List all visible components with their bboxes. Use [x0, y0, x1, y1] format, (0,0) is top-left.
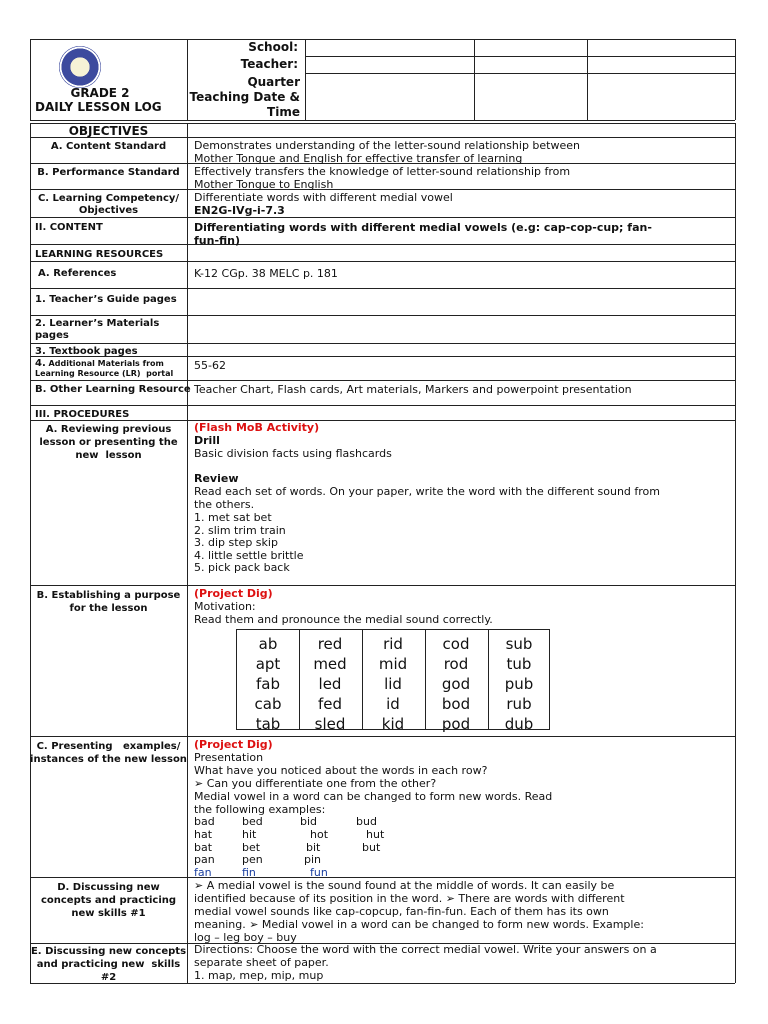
word-cell: fed	[317, 695, 343, 713]
teaching-date-label: Quarter Teaching Date & Time	[189, 75, 300, 119]
word-cell: bod	[441, 695, 471, 713]
grid-line	[474, 39, 475, 120]
review-text: Read each set of words. On your paper, write the word with the different sound from the others.	[194, 485, 660, 511]
grid-line	[735, 39, 736, 120]
references-label: A. References	[38, 268, 117, 279]
procedure-c-activity: (Project Dig)	[194, 738, 273, 751]
grid-line	[305, 56, 735, 57]
grid-line	[30, 288, 735, 289]
review-item: 4. little settle brittle	[194, 548, 304, 562]
school-label: School:	[248, 40, 298, 54]
word-cell: lid	[384, 675, 402, 693]
example-word: fin	[242, 866, 256, 880]
example-word: pen	[242, 853, 263, 867]
word-cell: fab	[256, 675, 280, 693]
grid-line	[187, 123, 188, 983]
review-item: 5. pick pack back	[194, 561, 290, 575]
example-word: bed	[242, 815, 263, 828]
grid-line	[30, 39, 31, 120]
word-column	[237, 634, 299, 734]
word-cell: cod	[442, 635, 470, 653]
grid-line	[587, 39, 588, 120]
word-column	[362, 634, 424, 734]
word-cell: led	[318, 675, 342, 693]
content-standard-label: A. Content Standard	[50, 141, 167, 152]
word-cell: med	[313, 655, 347, 673]
grid-line	[305, 73, 735, 74]
word-cell: tab	[255, 715, 281, 733]
word-cell: sub	[505, 635, 533, 653]
word-column	[488, 634, 550, 734]
word-cell: cab	[254, 695, 282, 713]
example-word: bet	[242, 840, 261, 854]
example-word: hit	[242, 827, 257, 841]
additional-materials-number: 4.	[35, 358, 46, 369]
example-word: hot	[310, 827, 329, 841]
grid-line	[30, 315, 735, 316]
deped-seal-icon	[59, 46, 101, 88]
procedure-c-label: C. Presenting examples/ instances of the new lesson	[30, 741, 187, 765]
procedure-a-activity: (Flash MoB Activity)	[194, 421, 320, 434]
example-word: pin	[304, 853, 322, 867]
teachers-guide-label: 1. Teacher’s Guide pages	[35, 294, 177, 305]
competency-label: C. Learning Competency/ Objectives	[37, 193, 180, 216]
example-word: bad	[194, 815, 215, 828]
performance-standard-label: B. Performance Standard	[37, 167, 180, 178]
resources-heading: LEARNING RESOURCES	[35, 249, 164, 260]
word-cell: pod	[441, 715, 471, 733]
procedure-b-activity: (Project Dig)	[194, 587, 273, 600]
grade-label: GRADE 2	[70, 86, 130, 100]
log-title: DAILY LESSON LOG	[35, 100, 162, 114]
competency-text: Differentiate words with different medial vowel	[194, 191, 453, 204]
example-word: bat	[194, 840, 213, 854]
word-column	[299, 634, 361, 734]
presentation-text: Presentation What have you noticed about the words in each row? ➢ Can you differentiate one from the other? Medial vowel in a word can be changed to form new words. Read the following examples:	[194, 751, 553, 816]
drill-title: Drill	[194, 434, 220, 447]
word-cell: rod	[443, 655, 469, 673]
content-label: II. CONTENT	[35, 222, 103, 233]
example-word: fun	[310, 866, 328, 880]
procedure-a-label: A. Reviewing previous lesson or presenting the new lesson	[39, 424, 178, 461]
example-word: fan	[194, 866, 212, 880]
word-cell: tub	[506, 655, 532, 673]
word-cell: pub	[504, 675, 534, 693]
word-column	[425, 634, 487, 734]
word-cell: ab	[258, 635, 278, 653]
word-cell: apt	[255, 655, 281, 673]
motivation-label: Motivation:	[194, 600, 256, 613]
grid-line	[30, 420, 735, 421]
textbook-label: 3. Textbook pages	[35, 346, 138, 357]
grid-line	[30, 343, 735, 344]
word-cell: rub	[506, 695, 532, 713]
drill-text: Basic division facts using flashcards	[194, 447, 392, 460]
procedures-heading: III. PROCEDURES	[35, 409, 130, 420]
word-cell: mid	[378, 655, 408, 673]
competency-code: EN2G-IVg-i-7.3	[194, 204, 285, 217]
review-item: 2. slim trim train	[194, 523, 286, 537]
example-word: pan	[194, 853, 215, 867]
additional-materials-text: Additional Materials from Learning Resource (LR) portal	[35, 359, 174, 378]
objectives-heading: OBJECTIVES	[68, 124, 149, 138]
word-cell: red	[317, 635, 343, 653]
content-standard-text: Demonstrates understanding of the letter-sound relationship between Mother Tongue and English for effective transfer of learning	[194, 139, 580, 165]
procedure-e-text: Directions: Choose the word with the correct medial vowel. Write your answers on a separate sheet of paper. 1. map, mep, mip, mup	[194, 943, 657, 982]
procedure-b-label: B. Establishing a purpose for the lesson	[36, 590, 181, 614]
grid-line	[30, 585, 735, 586]
example-word: bid	[300, 815, 318, 828]
references-text: K-12 CGp. 38 MELC p. 181	[194, 267, 338, 280]
word-cell: kid	[381, 715, 405, 733]
grid-line	[30, 380, 735, 381]
content-text: Differentiating words with different medial vowels (e.g: cap-cop-cup; fan- fun-fin)	[194, 221, 652, 247]
review-item: 1. met sat bet	[194, 511, 272, 524]
word-cell: sled	[314, 715, 346, 733]
procedure-d-text: ➢ A medial vowel is the sound found at the middle of words. It can easily be identified because of its position in the word. ➢ There are words with different medial vowel sounds like cap-copcup, fan-fin-fun. Each of them has its own meaning. ➢ Medial vowel in a word can be changed to form new words. Example: log – leg boy – buy	[194, 879, 644, 944]
example-word: hat	[194, 827, 213, 841]
grid-line	[30, 877, 735, 878]
teacher-label: Teacher:	[240, 57, 298, 71]
review-item: 3. dip step skip	[194, 536, 278, 550]
other-resources-text: Teacher Chart, Flash cards, Art materials, Markers and powerpoint presentation	[194, 383, 632, 396]
grid-line	[30, 120, 735, 121]
performance-standard-text: Effectively transfers the knowledge of letter-sound relationship from Mother Tongue to English	[194, 165, 571, 191]
additional-materials-pages: 55-62	[194, 359, 226, 372]
grid-line	[30, 39, 735, 40]
procedure-d-label: D. Discussing new concepts and practicing new skills #1	[40, 882, 177, 919]
additional-materials-label	[35, 359, 173, 379]
word-cell: dub	[504, 715, 534, 733]
learners-materials-label: 2. Learner’s Materials pages	[35, 318, 160, 341]
word-cell: god	[441, 675, 471, 693]
example-word: but	[362, 840, 381, 854]
word-table	[236, 629, 550, 733]
word-cell: rid	[383, 635, 403, 653]
example-word: bit	[306, 840, 321, 854]
grid-line	[305, 39, 306, 120]
procedure-e-label: E. Discussing new concepts and practicing new skills #2	[30, 946, 187, 983]
grid-line	[30, 405, 735, 406]
grid-line	[30, 217, 735, 218]
grid-line	[30, 736, 735, 737]
example-word: bud	[356, 815, 377, 828]
grid-line	[30, 123, 31, 983]
motivation-instruction: Read them and pronounce the medial sound correctly.	[194, 613, 493, 626]
word-cell: id	[386, 695, 400, 713]
grid-line	[735, 123, 736, 983]
other-resources-label: B. Other Learning Resource	[35, 384, 191, 395]
review-title: Review	[194, 472, 239, 485]
example-word: hut	[366, 827, 385, 841]
grid-line	[30, 261, 735, 262]
